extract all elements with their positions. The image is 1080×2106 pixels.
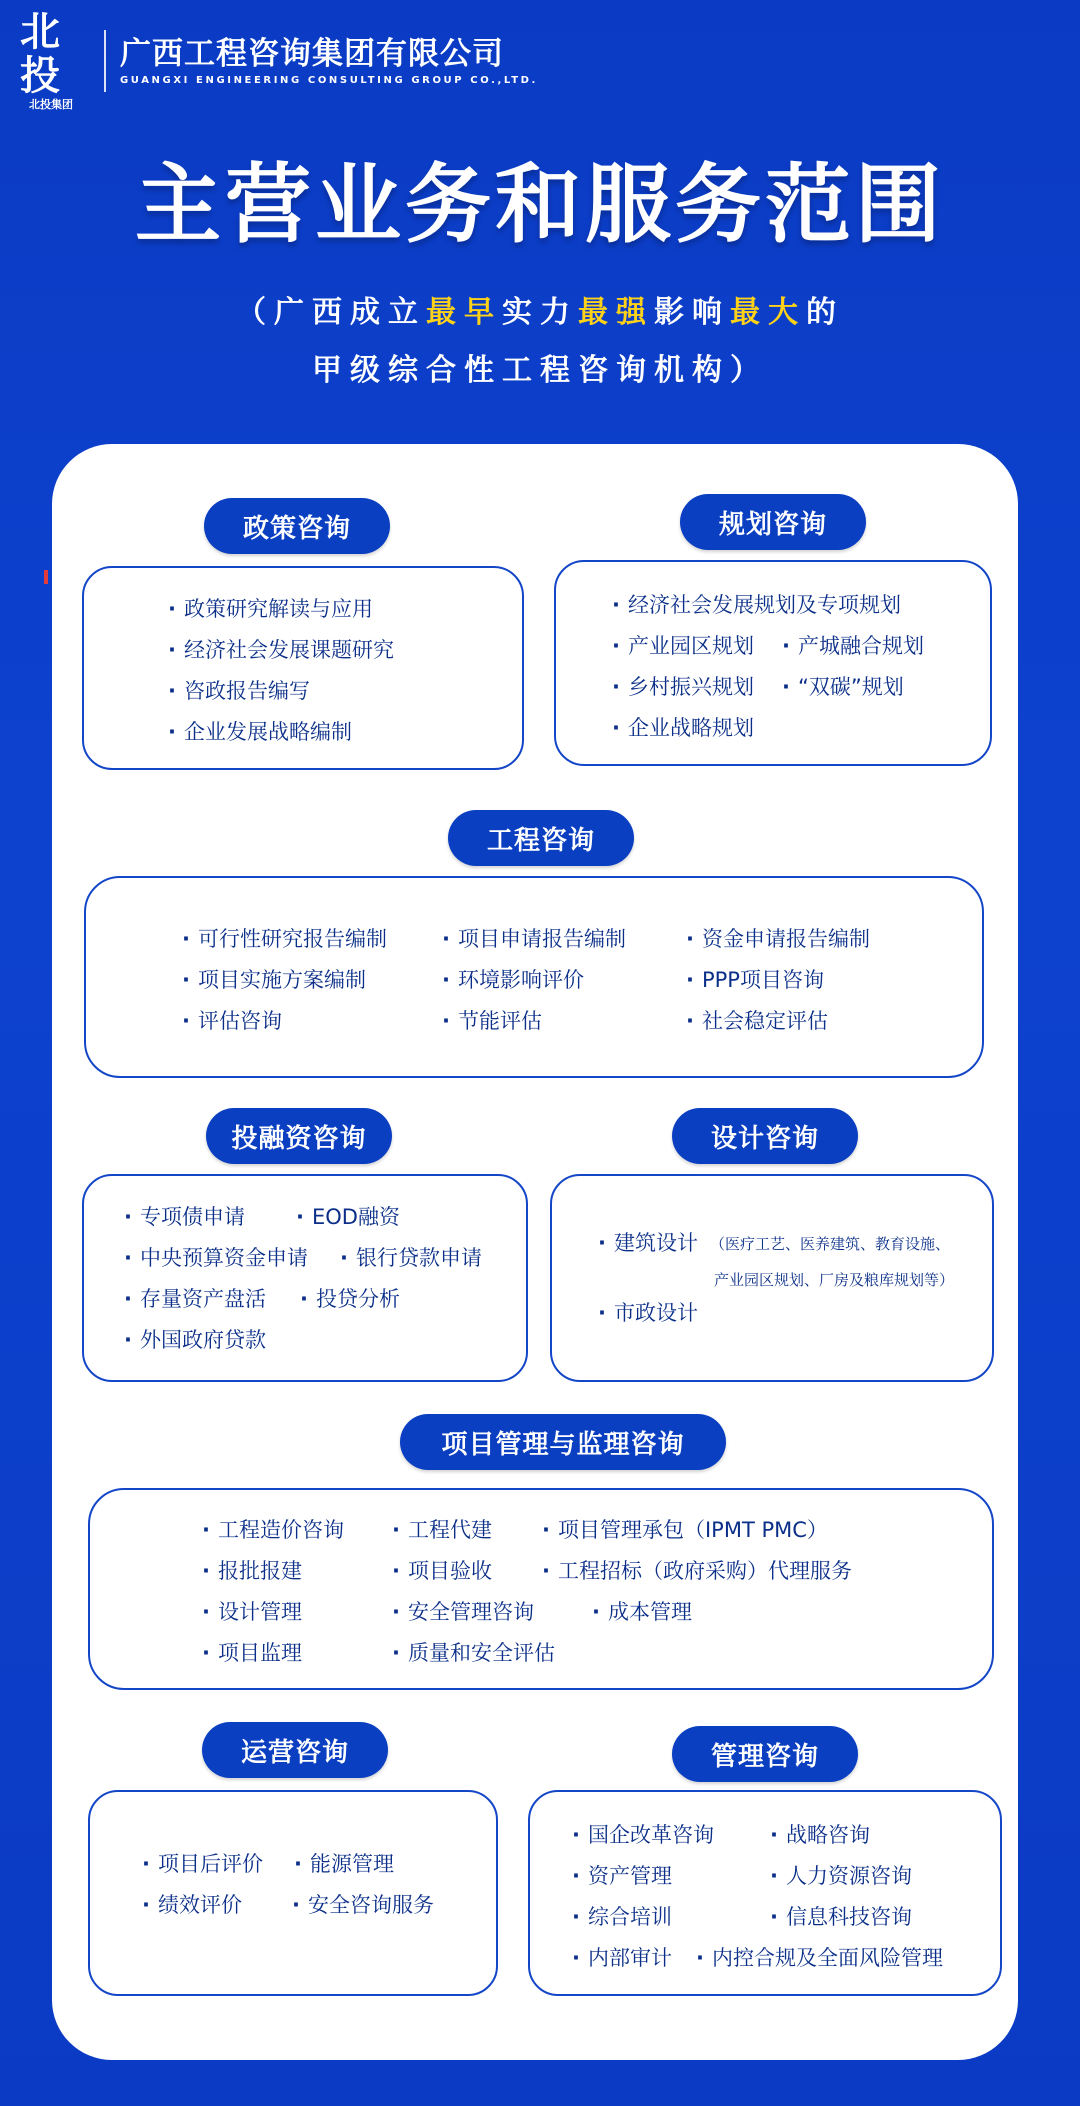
section-title-operation: 运营咨询 — [202, 1722, 388, 1778]
list-item: · 项目申请报告编制 — [442, 924, 626, 954]
list-item: · 银行贷款申请 — [340, 1243, 482, 1273]
list-item: · 专项债申请 — [124, 1202, 245, 1232]
list-item: · 评估咨询 — [182, 1006, 282, 1036]
list-item: · 可行性研究报告编制 — [182, 924, 387, 954]
list-item: · 项目后评价 — [142, 1849, 263, 1879]
list-item: · 工程代建 — [392, 1515, 492, 1545]
page-title: 主营业务和服务范围 — [135, 155, 945, 255]
list-item: · 乡村振兴规划 — [612, 672, 754, 702]
subtitle-line2: 甲级综合性工程咨询机构） — [312, 353, 768, 388]
company-logo — [20, 9, 82, 111]
list-item: · 建筑设计 — [598, 1228, 698, 1258]
list-item: · 项目管理承包（IPMT PMC） — [542, 1515, 828, 1545]
list-item: · 战略咨询 — [770, 1820, 870, 1850]
section-title-engineering: 工程咨询 — [448, 810, 634, 866]
list-item: · 设计管理 — [202, 1597, 302, 1627]
subtitle-text: 实力 — [502, 295, 578, 330]
section-title-project-management: 项目管理与监理咨询 — [400, 1414, 726, 1470]
list-item: · 咨政报告编写 — [168, 676, 310, 706]
subtitle-text: 影响 — [654, 295, 730, 330]
list-item: · 内部审计 — [572, 1943, 672, 1973]
subtitle-text: 的 — [806, 295, 844, 330]
list-item: · 成本管理 — [592, 1597, 692, 1627]
list-item: · 安全咨询服务 — [292, 1890, 434, 1920]
section-title-policy: 政策咨询 — [204, 498, 390, 554]
list-item: · 绩效评价 — [142, 1890, 242, 1920]
list-item: · 存量资产盘活 — [124, 1284, 266, 1314]
list-item: · 工程招标（政府采购）代理服务 — [542, 1556, 852, 1586]
list-item: · 工程造价咨询 — [202, 1515, 344, 1545]
list-item: · 项目实施方案编制 — [182, 965, 366, 995]
header — [20, 9, 538, 111]
list-item: · 市政设计 — [598, 1298, 698, 1328]
list-item: · 社会稳定评估 — [686, 1006, 828, 1036]
edge-mark — [44, 570, 48, 584]
list-item: · 中央预算资金申请 — [124, 1243, 308, 1273]
list-item: · 产城融合规划 — [782, 631, 924, 661]
company-name-en: GUANGXI ENGINEERING CONSULTING GROUP CO.,LTD. — [120, 75, 538, 86]
list-item: · 资产管理 — [572, 1861, 672, 1891]
list-item: · 经济社会发展规划及专项规划 — [612, 590, 901, 620]
list-item: · 质量和安全评估 — [392, 1638, 555, 1668]
list-item: · 信息科技咨询 — [770, 1902, 912, 1932]
list-item: · 项目验收 — [392, 1556, 492, 1586]
subtitle-highlight: 最大 — [730, 295, 806, 330]
company-name-cn: 广西工程咨询集团有限公司 — [120, 36, 504, 72]
design-note-line1: （医疗工艺、医养建筑、教育设施、 — [710, 1235, 951, 1253]
subtitle-line1 — [0, 284, 1080, 342]
company-name — [120, 34, 538, 88]
design-note-line2: 产业园区规划、厂房及粮库规划等） — [714, 1271, 955, 1289]
list-item: · PPP项目咨询 — [686, 965, 824, 995]
list-item: · 能源管理 — [294, 1849, 394, 1879]
list-item: · 内控合规及全面风险管理 — [696, 1943, 943, 1973]
list-item: · 国企改革咨询 — [572, 1820, 714, 1850]
list-item: · 外国政府贷款 — [124, 1325, 266, 1355]
list-item: · 人力资源咨询 — [770, 1861, 912, 1891]
logo-subtext: 北投集团 — [29, 98, 73, 111]
logo-mark: 北投 — [20, 9, 56, 99]
section-title-design: 设计咨询 — [672, 1108, 858, 1164]
list-item: · 环境影响评价 — [442, 965, 584, 995]
subtitle — [0, 284, 1080, 400]
list-item: · 投贷分析 — [300, 1284, 400, 1314]
list-item: · 项目监理 — [202, 1638, 302, 1668]
list-item: · 产业园区规划 — [612, 631, 754, 661]
subtitle-highlight: 最早 — [426, 295, 502, 330]
header-divider — [104, 30, 106, 92]
list-item: · 政策研究解读与应用 — [168, 594, 373, 624]
list-item: · 经济社会发展课题研究 — [168, 635, 394, 665]
list-item: · 报批报建 — [202, 1556, 302, 1586]
list-item: · 节能评估 — [442, 1006, 542, 1036]
subtitle-text: （广西成立 — [236, 295, 426, 330]
list-item: · “双碳”规划 — [782, 672, 904, 702]
section-title-investment: 投融资咨询 — [206, 1108, 392, 1164]
list-item: · 资金申请报告编制 — [686, 924, 870, 954]
list-item: · 企业战略规划 — [612, 713, 754, 743]
section-title-management: 管理咨询 — [672, 1726, 858, 1782]
section-title-planning: 规划咨询 — [680, 494, 866, 550]
list-item: · EOD融资 — [296, 1202, 400, 1232]
subtitle-highlight: 最强 — [578, 295, 654, 330]
list-item: · 综合培训 — [572, 1902, 672, 1932]
list-item: · 安全管理咨询 — [392, 1597, 534, 1627]
list-item: · 企业发展战略编制 — [168, 717, 352, 747]
